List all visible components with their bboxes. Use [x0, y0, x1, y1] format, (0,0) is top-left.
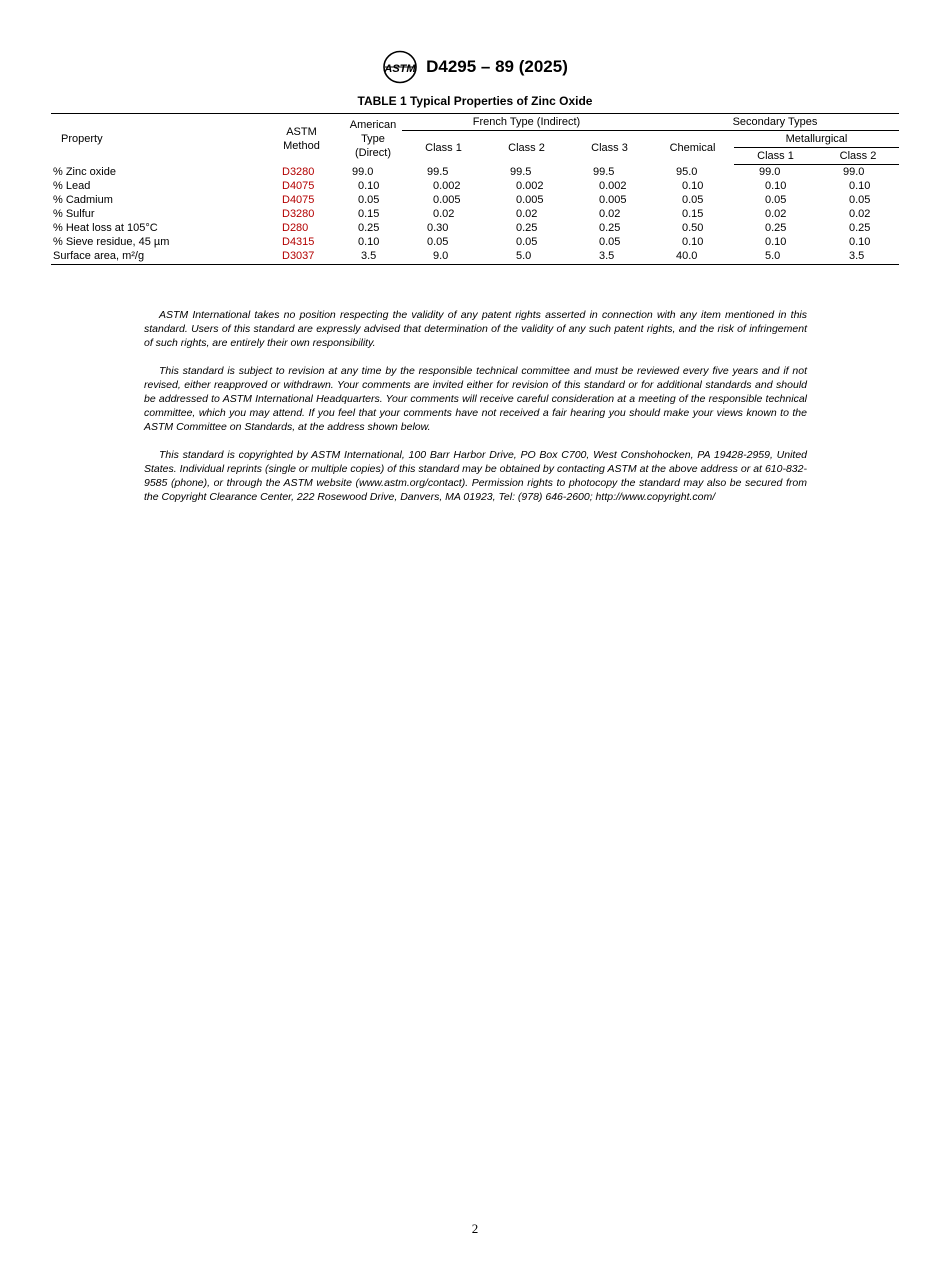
cell-chemical: 40.0	[651, 249, 734, 265]
cell-metallurgical-class-2: 0.10	[849, 236, 871, 248]
cell-chemical: 95.0	[676, 165, 698, 178]
header-astm-method-text: ASTM Method	[283, 126, 320, 153]
cell-metallurgical-class-1: 0.02	[765, 208, 787, 220]
cell-astm-method-link[interactable]: D280	[282, 222, 309, 234]
cell-french-class-3: 0.05	[599, 236, 621, 248]
legal-notes	[144, 308, 807, 518]
cell-french-class-2: 0.02	[516, 208, 538, 220]
table-title: TABLE 1 Typical Properties of Zinc Oxide	[357, 94, 593, 108]
cell-property: % Sieve residue, 45 µm	[53, 236, 170, 248]
cell-metallurgical-class-1: 5.0	[734, 249, 817, 265]
cell-american: 0.10	[358, 236, 380, 248]
cell-property: Surface area, m²/g	[51, 249, 259, 265]
cell-astm-method-link[interactable]: D4315	[282, 236, 315, 248]
standard-designation: D4295 – 89 (2025)	[426, 57, 568, 76]
page-number: 2	[471, 1221, 479, 1236]
header-french-class-2: Class 2	[508, 141, 545, 154]
properties-table	[51, 113, 899, 265]
astm-logo-text: ASTM	[384, 63, 416, 75]
cell-french-class-3: 0.002	[599, 180, 627, 192]
cell-metallurgical-class-2: 0.02	[849, 208, 871, 220]
header-french-class-1: Class 1	[425, 141, 462, 154]
cell-metallurgical-class-2: 3.5	[817, 249, 899, 265]
cell-chemical: 0.15	[682, 208, 704, 220]
cell-french-class-2: 0.002	[516, 180, 544, 192]
cell-astm-method-link[interactable]: D3280	[282, 165, 315, 178]
copyright-notice: This standard is copyrighted by ASTM International, 100 Barr Harbor Drive, PO Box C700, West Conshohocken, PA 19428-2959, United States. Individual reprints (single or multiple copies) of this standard may be obtained by contacting ASTM at the above address or at 610-832-9585 (phone), or through the ASTM website (www.astm.org/contact). Permission rights to photocopy the standard may also be secured from the Copyright Clearance Center, 222 Rosewood Drive, Danvers, MA 01923, Tel: (978) 646-2600; http://www.copyright.com/	[144, 449, 807, 503]
cell-american: 0.10	[358, 180, 380, 192]
cell-metallurgical-class-2: 99.0	[843, 166, 865, 178]
astm-logo-icon	[382, 50, 418, 84]
cell-metallurgical-class-1: 99.0	[759, 166, 781, 178]
cell-french-class-2: 0.005	[516, 194, 544, 206]
cell-american: 3.5	[344, 249, 402, 265]
header-secondary-types: Secondary Types	[651, 114, 899, 131]
cell-french-class-3: 0.25	[599, 222, 621, 234]
table-row	[51, 207, 899, 221]
header-french-type: French Type (Indirect)	[402, 114, 651, 131]
cell-property: % Heat loss at 105°C	[53, 222, 158, 234]
cell-astm-method-link[interactable]: D3037	[259, 249, 344, 265]
cell-metallurgical-class-1: 0.10	[765, 236, 787, 248]
header-metallurgical: Metallurgical	[734, 131, 899, 148]
cell-french-class-3: 99.5	[593, 165, 615, 178]
table-row	[51, 235, 899, 249]
cell-metallurgical-class-2: 0.05	[849, 194, 871, 206]
cell-french-class-2: 5.0	[485, 249, 568, 265]
cell-chemical: 0.10	[682, 180, 704, 192]
cell-metallurgical-class-1: 0.10	[765, 180, 787, 192]
header-chemical: Chemical	[669, 141, 716, 154]
cell-astm-method-link[interactable]: D4075	[282, 180, 315, 192]
cell-american: 0.05	[358, 194, 380, 206]
cell-french-class-2: 0.05	[516, 236, 538, 248]
cell-metallurgical-class-1: 0.05	[765, 194, 787, 206]
revision-notice: This standard is subject to revision at any time by the responsible technical committee and must be reviewed every five years and if not revised, either reapproved or withdrawn. Your comments are invited either for revision of this standard or for additional standards and should be addressed to ASTM International Headquarters. Your comments will receive careful consideration at a meeting of the responsible technical committee, which you may attend. If you feel that your comments have not received a fair hearing you should make your views known to the ASTM Committee on Standards, at the address shown below.	[144, 365, 807, 433]
cell-french-class-2: 99.5	[510, 165, 532, 178]
header-property: Property	[51, 114, 259, 165]
cell-american: 99.0	[352, 165, 374, 178]
cell-metallurgical-class-2: 0.10	[849, 180, 871, 192]
table-row	[51, 193, 899, 207]
cell-property: % Zinc oxide	[53, 165, 116, 178]
cell-french-class-3: 0.005	[599, 194, 627, 206]
header-metallurgical-class-1: Class 1	[734, 148, 817, 165]
cell-american: 0.25	[358, 222, 380, 234]
table-row	[51, 221, 899, 235]
header-american-type	[344, 114, 402, 165]
cell-french-class-3: 3.5	[568, 249, 651, 265]
header-american-text: American Type (Direct)	[349, 119, 397, 160]
table-row	[51, 249, 899, 265]
cell-astm-method-link[interactable]: D3280	[282, 208, 315, 220]
cell-property: % Lead	[53, 180, 91, 192]
header-french-class-3: Class 3	[591, 141, 628, 154]
cell-chemical: 0.05	[682, 194, 704, 206]
table-row	[51, 165, 899, 180]
cell-chemical: 0.10	[682, 236, 704, 248]
cell-french-class-1: 9.0	[402, 249, 485, 265]
cell-french-class-3: 0.02	[599, 208, 621, 220]
cell-chemical: 0.50	[682, 222, 704, 234]
cell-french-class-2: 0.25	[516, 222, 538, 234]
cell-french-class-1: 0.002	[433, 180, 461, 192]
cell-french-class-1: 99.5	[427, 165, 449, 178]
cell-american: 0.15	[358, 208, 380, 220]
cell-property: % Sulfur	[53, 208, 95, 220]
page-header	[0, 50, 950, 84]
table-row	[51, 179, 899, 193]
cell-astm-method-link[interactable]: D4075	[282, 194, 315, 206]
patent-notice: ASTM International takes no position respecting the validity of any patent rights asserted in connection with any item mentioned in this standard. Users of this standard are expressly advised that determination of the validity of any such patent rights, and the risk of infringement of such rights, are entirely their own responsibility.	[144, 309, 807, 349]
cell-property: % Cadmium	[53, 194, 113, 206]
cell-metallurgical-class-1: 0.25	[765, 222, 787, 234]
cell-french-class-1: 0.005	[433, 194, 461, 206]
cell-french-class-1: 0.05	[427, 236, 449, 248]
cell-metallurgical-class-2: 0.25	[849, 222, 871, 234]
cell-french-class-1: 0.02	[433, 208, 455, 220]
cell-french-class-1: 0.30	[427, 222, 449, 234]
header-metallurgical-class-2: Class 2	[817, 148, 899, 165]
header-astm-method	[259, 114, 344, 165]
